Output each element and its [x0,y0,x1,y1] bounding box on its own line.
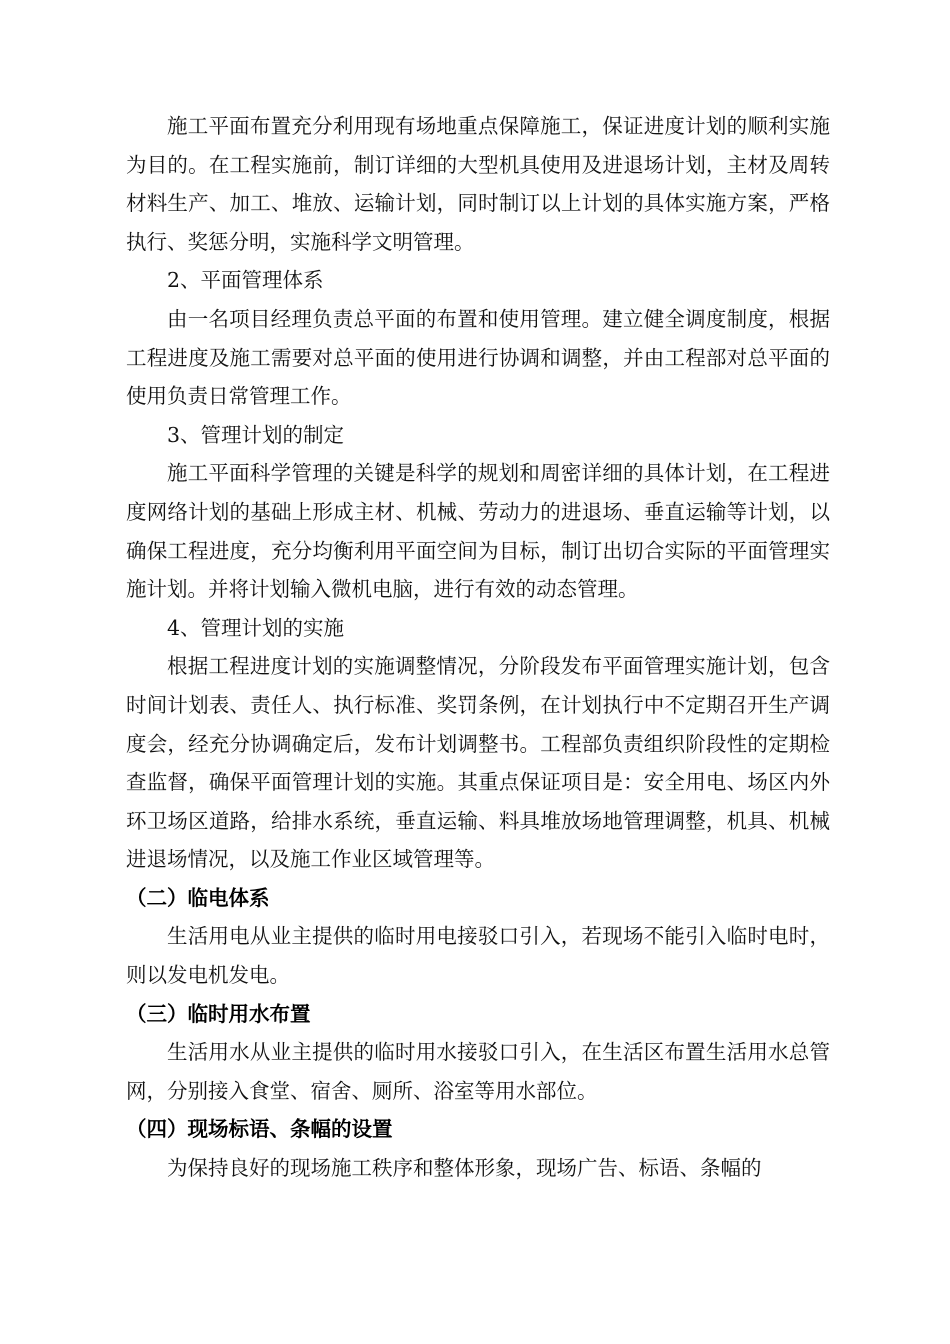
paragraph-plan-formulation: 施工平面科学管理的关键是科学的规划和周密详细的具体计划，在工程进度网络计划的基础上形成主材、机械、劳动力的进退场、垂直运输等计划，以确保工程进度，充分均衡利用平面空间为目标，制订出切合实际的平面管理实施计划。并将计划输入微机电脑，进行有效的动态管理。 [126,461,830,602]
section-heading-temporary-water: （三）临时用水布置 [126,1001,311,1026]
paragraph-site-layout-intro: 施工平面布置充分利用现有场地重点保障施工，保证进度计划的顺利实施为目的。在工程实施前，制订详细的大型机具使用及进退场计划，主材及周转材料生产、加工、堆放、运输计划，同时制订以上计划的具体实施方案，严格执行、奖惩分明，实施科学文明管理。 [126,114,830,254]
paragraph-temporary-power: 生活用电从业主提供的临时用电接驳口引入，若现场不能引入临时电时，则以发电机发电。 [126,924,830,988]
subheading-plan-formulation: 3、管理计划的制定 [167,422,345,447]
section-heading-site-slogans: （四）现场标语、条幅的设置 [126,1117,393,1142]
paragraph-plan-implementation: 根据工程进度计划的实施调整情况，分阶段发布平面管理实施计划，包含时间计划表、责任人、执行标准、奖罚条例，在计划执行中不定期召开生产调度会，经充分协调确定后，发布计划调整书。工程部负责组织阶段性的定期检查监督，确保平面管理计划的实施。其重点保证项目是：安全用电、场区内外环卫场区道路，给排水系统，垂直运输、料具堆放场地管理调整，机具、机械进退场情况，以及施工作业区域管理等。 [126,654,830,872]
paragraph-layout-management-system: 由一名项目经理负责总平面的布置和使用管理。建立健全调度制度，根据工程进度及施工需要对总平面的使用进行协调和调整，并由工程部对总平面的使用负责日常管理工作。 [126,306,830,409]
document-body [126,107,830,1188]
paragraph-temporary-water: 生活用水从业主提供的临时用水接驳口引入，在生活区布置生活用水总管网，分别接入食堂、宿舍、厕所、浴室等用水部位。 [126,1040,830,1103]
section-heading-temporary-power: （二）临电体系 [126,885,270,910]
subheading-layout-management-system: 2、平面管理体系 [167,268,324,293]
paragraph-site-slogans: 为保持良好的现场施工秩序和整体形象，现场广告、标语、条幅的 [167,1156,762,1181]
subheading-plan-implementation: 4、管理计划的实施 [167,615,345,640]
